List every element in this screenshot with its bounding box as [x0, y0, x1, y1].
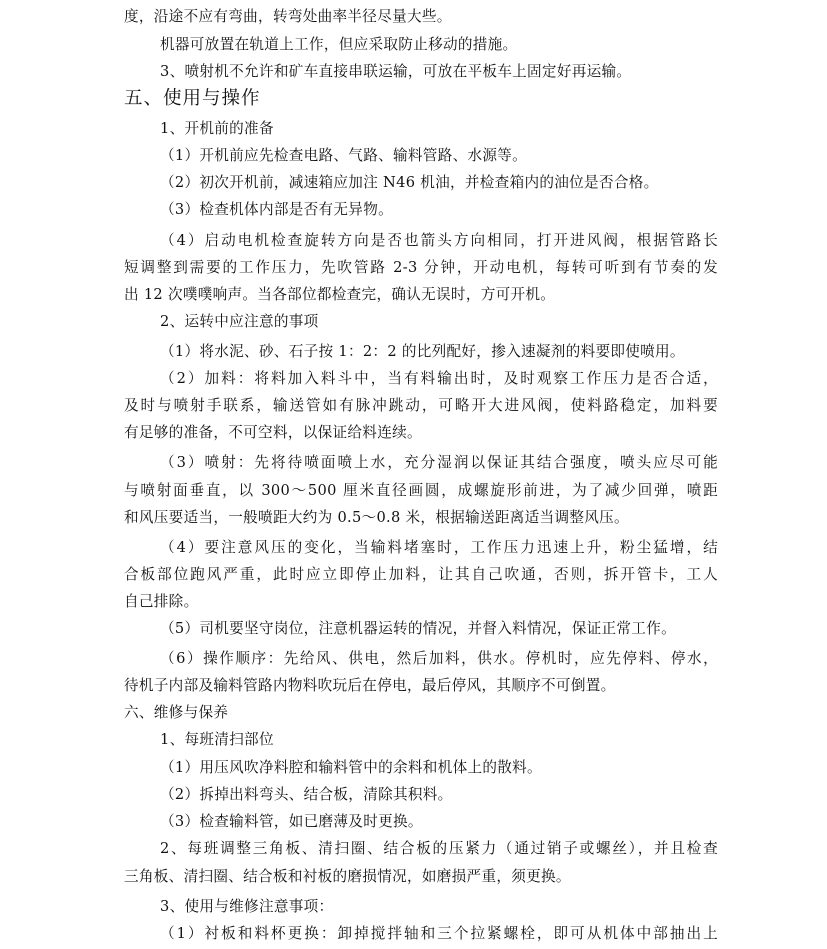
text-line: （1）开机前应先检查电路、气路、输料管路、水源等。 — [160, 147, 528, 164]
subsection-heading: 2、运转中应注意的事项 — [160, 313, 319, 330]
text-line: （3）检查机体内部是否有无异物。 — [160, 201, 393, 218]
text-line: （5）司机要坚守岗位，注意机器运转的情况，并督入料情况，保证正常工作。 — [160, 620, 676, 637]
text-line: 待机子内部及输料管路内物料吹玩后在停电，最后停风，其顺序不可倒置。 — [124, 677, 616, 694]
text-line: 和风压要适当，一般喷距大约为 0.5～0.8 米，根据输送距离适当调整风压。 — [124, 509, 629, 526]
text-line: 及时与喷射手联系，输送管如有脉冲跳动，可略开大进风阀，使料路稳定，加料要 — [124, 397, 718, 414]
text-line: （6）操作顺序：先给风、供电，然后加料，供水。停机时，应先停料、停水， — [160, 650, 718, 667]
text-line: （4）启动电机检查旋转方向是否也箭头方向相同，打开进风阀，根据管路长 — [160, 232, 718, 249]
subsection-heading: 1、开机前的准备 — [160, 120, 274, 137]
text-line: 合板部位跑风严重，此时应立即停止加料，让其自己吹通，否则，拆开管卡，工人 — [124, 566, 718, 583]
text-line: 3、喷射机不允许和矿车直接串联运输，可放在平板车上固定好再运输。 — [160, 63, 632, 80]
text-line: 度，沿途不应有弯曲，转弯处曲率半径尽量大些。 — [124, 8, 452, 25]
text-line: 与喷射面垂直，以 300～500 厘米直径画圆，成螺旋形前进，为了减少回弹，喷距 — [124, 482, 718, 499]
text-line: 短调整到需要的工作压力，先吹管路 2-3 分钟，开动电机，每转可听到有节奏的发 — [124, 259, 718, 276]
text-line: 2、每班调整三角板、清扫圈、结合板的压紧力（通过销子或螺丝），并且检查 — [160, 840, 718, 857]
text-line: （2）拆掉出料弯头、结合板，清除其积料。 — [160, 786, 453, 803]
text-line: 出 12 次噗噗响声。当各部位都检查完，确认无误时，方可开机。 — [124, 286, 556, 303]
text-line: （4）要注意风压的变化，当输料堵塞时，工作压力迅速上升，粉尘猛增，结 — [160, 539, 718, 556]
text-line: 自己排除。 — [124, 593, 199, 610]
text-line: （1）将水泥、砂、石子按 1：2：2 的比列配好，掺入速凝剂的料要即使喷用。 — [160, 343, 685, 360]
subsection-heading: 1、每班清扫部位 — [160, 731, 274, 748]
text-line: 有足够的准备，不可空料，以保证给料连续。 — [124, 424, 422, 441]
text-line: 三角板、清扫圈、结合板和衬板的磨损情况，如磨损严重，须更换。 — [124, 868, 571, 885]
text-line: 机器可放置在轨道上工作，但应采取防止移动的措施。 — [160, 36, 518, 53]
text-line: （3）喷射：先将待喷面喷上水，充分湿润以保证其结合强度，喷头应尽可能 — [160, 454, 718, 471]
text-line: （2）初次开机前，减速箱应加注 N46 机油，并检查箱内的油位是否合格。 — [160, 174, 659, 191]
section-heading: 五、使用与操作 — [124, 88, 261, 109]
section-heading: 六、维修与保养 — [124, 704, 229, 721]
text-line: （3）检查输料管，如已磨薄及时更换。 — [160, 813, 423, 830]
text-line: （1）用压风吹净料腔和输料管中的余料和机体上的散料。 — [160, 759, 542, 776]
subsection-heading: 3、使用与维修注意事项： — [160, 898, 334, 915]
text-line: （2）加料：将料加入料斗中，当有料输出时，及时观察工作压力是否合适， — [160, 370, 718, 387]
text-line: （1）衬板和料杯更换：卸掉搅拌轴和三个拉紧螺栓，即可从机体中部抽出上 — [160, 925, 718, 942]
